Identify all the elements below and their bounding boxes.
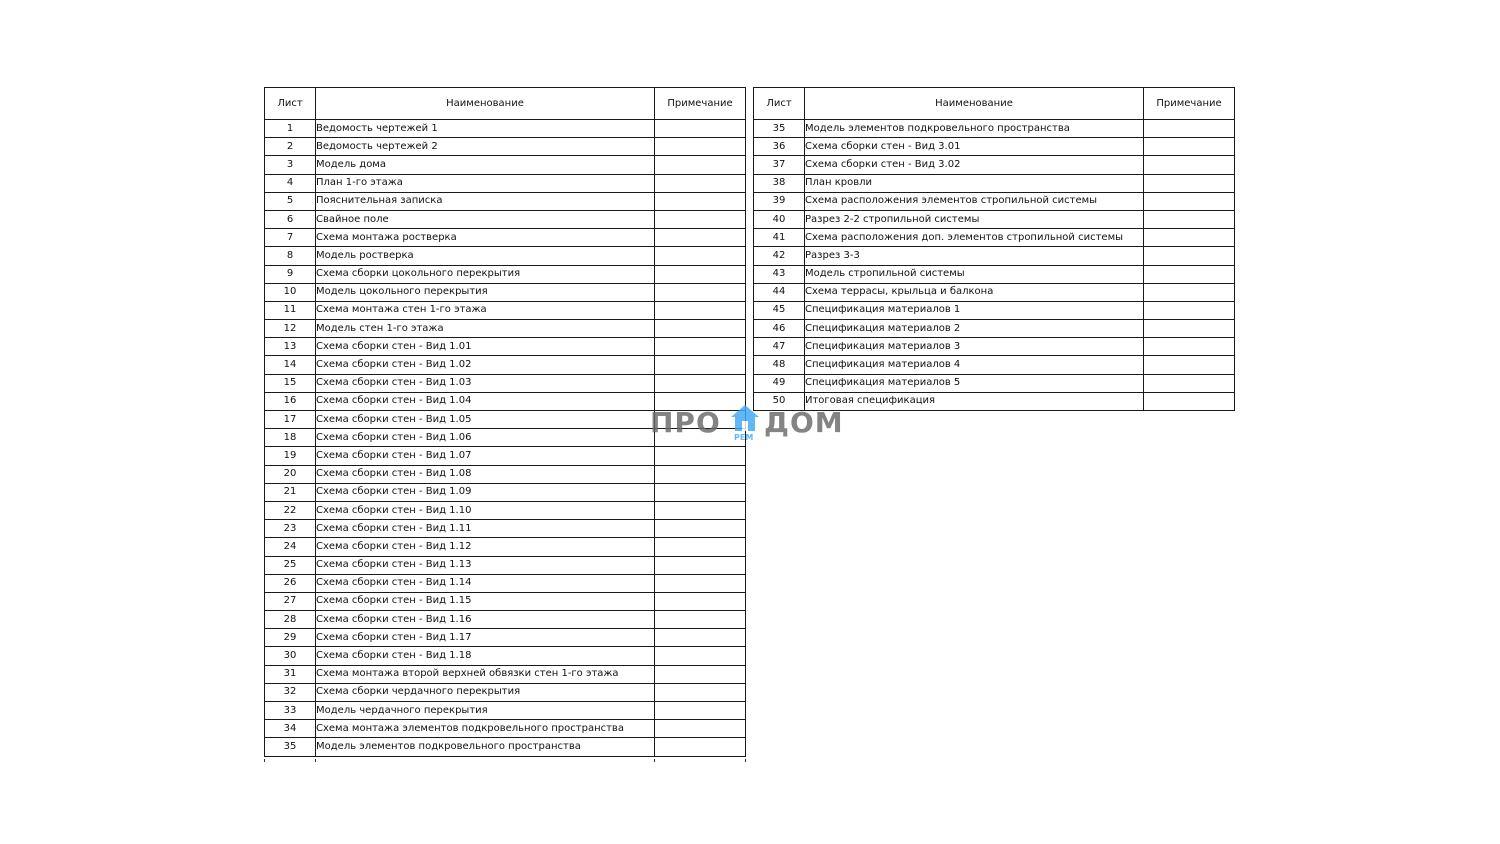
sheet-number: 26 (265, 574, 316, 592)
sheet-number: 9 (265, 265, 316, 283)
table-row (265, 283, 746, 301)
table-row (265, 374, 746, 392)
sheet-note (655, 210, 746, 228)
sheet-number: 49 (754, 374, 805, 392)
sheet-name: Модель чердачного перекрытия (316, 702, 655, 720)
sheet-number: 35 (754, 120, 805, 138)
sheet-note (655, 283, 746, 301)
sheet-name: Схема сборки цокольного перекрытия (316, 265, 655, 283)
sheet-note (1144, 374, 1235, 392)
sheet-number: 42 (754, 247, 805, 265)
house-icon (730, 404, 760, 432)
sheet-name: Схема расположения элементов стропильной системы (805, 192, 1144, 210)
sheet-note (655, 120, 746, 138)
sheet-number: 11 (265, 301, 316, 319)
sheet-number: 39 (754, 192, 805, 210)
sheet-number: 35 (265, 738, 316, 756)
sheet-name: Спецификация материалов 1 (805, 301, 1144, 319)
sheet-note (655, 720, 746, 738)
sheet-note (655, 156, 746, 174)
sheet-name: Спецификация материалов 4 (805, 356, 1144, 374)
table-row (754, 229, 1235, 247)
sheet-number: 10 (265, 283, 316, 301)
table-row (754, 174, 1235, 192)
table-row (265, 592, 746, 610)
watermark-logo (650, 404, 850, 444)
sheet-note (655, 447, 746, 465)
sheet-note (655, 738, 746, 756)
sheet-number: 33 (265, 702, 316, 720)
sheet-number: 30 (265, 647, 316, 665)
sheet-name: Спецификация материалов 5 (805, 374, 1144, 392)
sheet-name: Схема сборки стен - Вид 3.01 (805, 138, 1144, 156)
sheet-note (655, 501, 746, 519)
sheet-number: 7 (265, 229, 316, 247)
table-row (265, 683, 746, 701)
sheet-number: 22 (265, 501, 316, 519)
sheet-number: 37 (754, 156, 805, 174)
sheet-name: Схема монтажа второй верхней обвязки стен 1-го этажа (316, 665, 655, 683)
sheet-note (1144, 229, 1235, 247)
table-row (265, 301, 746, 319)
sheet-number: 27 (265, 592, 316, 610)
sheet-name: План кровли (805, 174, 1144, 192)
table-row (265, 465, 746, 483)
sheet-name: Схема монтажа ростверка (316, 229, 655, 247)
watermark-text-left: ПРО (650, 406, 721, 439)
table-row (265, 447, 746, 465)
table-row (754, 374, 1235, 392)
sheet-name: Модель стропильной системы (805, 265, 1144, 283)
table-header-row (265, 88, 746, 120)
sheet-number: 14 (265, 356, 316, 374)
sheet-note (1144, 156, 1235, 174)
sheet-name: Схема сборки стен - Вид 1.11 (316, 520, 655, 538)
sheet-note (1144, 265, 1235, 283)
sheet-name: Схема монтажа элементов подкровельного пространства (316, 720, 655, 738)
sheet-note (655, 520, 746, 538)
sheet-number: 36 (754, 138, 805, 156)
sheet-name: Схема сборки стен - Вид 1.18 (316, 647, 655, 665)
table-row (754, 120, 1235, 138)
sheet-number: 13 (265, 338, 316, 356)
table-row (265, 338, 746, 356)
sheet-name: Схема сборки стен - Вид 1.15 (316, 592, 655, 610)
table-row (265, 738, 746, 756)
sheet-number: 18 (265, 429, 316, 447)
sheet-number: 15 (265, 374, 316, 392)
sheet-number: 3 (265, 156, 316, 174)
sheet-number: 47 (754, 338, 805, 356)
sheet-name: Модель ростверка (316, 247, 655, 265)
sheet-name: Пояснительная записка (316, 192, 655, 210)
sheet-name: Разрез 2-2 стропильной системы (805, 210, 1144, 228)
sheet-number: 41 (754, 229, 805, 247)
table-row (265, 156, 746, 174)
sheet-note (1144, 320, 1235, 338)
sheet-name: Схема сборки стен - Вид 1.04 (316, 392, 655, 410)
sheet-name: Схема сборки чердачного перекрытия (316, 683, 655, 701)
sheet-number: 48 (754, 356, 805, 374)
table-row (265, 574, 746, 592)
header-note: Примечание (655, 88, 746, 120)
sheet-name: Схема сборки стен - Вид 3.02 (805, 156, 1144, 174)
sheet-note (1144, 356, 1235, 374)
sheet-name: Схема сборки стен - Вид 1.09 (316, 483, 655, 501)
sheet-name: Ведомость чертежей 1 (316, 120, 655, 138)
sheet-name: Схема сборки стен - Вид 1.07 (316, 447, 655, 465)
table-row (265, 356, 746, 374)
table-row (754, 156, 1235, 174)
table-row (754, 283, 1235, 301)
watermark-small-text: РЕМ (734, 433, 754, 442)
table-row (754, 338, 1235, 356)
table-row (265, 483, 746, 501)
table-row (265, 702, 746, 720)
sheet-name: Модель стен 1-го этажа (316, 320, 655, 338)
table-row (265, 247, 746, 265)
sheet-note (655, 138, 746, 156)
table-row (754, 356, 1235, 374)
table-row (754, 138, 1235, 156)
sheet-number: 43 (754, 265, 805, 283)
table-row (265, 665, 746, 683)
sheet-note (655, 320, 746, 338)
sheet-number: 32 (265, 683, 316, 701)
sheet-note (655, 574, 746, 592)
sheet-note (655, 683, 746, 701)
sheet-note (655, 483, 746, 501)
sheet-name: Схема сборки стен - Вид 1.17 (316, 629, 655, 647)
sheet-name: Схема сборки стен - Вид 1.02 (316, 356, 655, 374)
sheet-note (655, 265, 746, 283)
header-sheet: Лист (265, 88, 316, 120)
sheet-number: 4 (265, 174, 316, 192)
sheet-name: Ведомость чертежей 2 (316, 138, 655, 156)
sheet-note (655, 647, 746, 665)
sheet-name: Схема сборки стен - Вид 1.13 (316, 556, 655, 574)
sheet-name: Схема сборки стен - Вид 1.01 (316, 338, 655, 356)
sheet-note (1144, 174, 1235, 192)
sheet-name: Схема сборки стен - Вид 1.14 (316, 574, 655, 592)
table-row (265, 556, 746, 574)
sheet-number: 1 (265, 120, 316, 138)
sheet-number: 46 (754, 320, 805, 338)
table-row (265, 229, 746, 247)
sheet-number: 34 (265, 720, 316, 738)
table-row (265, 501, 746, 519)
sheet-note (1144, 283, 1235, 301)
sheet-number: 23 (265, 520, 316, 538)
sheet-note (655, 229, 746, 247)
sheet-note (655, 538, 746, 556)
sheet-note (655, 247, 746, 265)
sheet-note (655, 465, 746, 483)
sheet-note (655, 192, 746, 210)
table-body-right (754, 120, 1235, 411)
table-row (265, 120, 746, 138)
sheet-number: 25 (265, 556, 316, 574)
table-row (265, 611, 746, 629)
sheet-number: 44 (754, 283, 805, 301)
sheet-name: Спецификация материалов 2 (805, 320, 1144, 338)
table-row (265, 192, 746, 210)
sheet-note (655, 174, 746, 192)
sheet-number: 6 (265, 210, 316, 228)
sheet-name: Свайное поле (316, 210, 655, 228)
table-row (754, 210, 1235, 228)
table-row (265, 629, 746, 647)
drawing-list-table-right (753, 87, 1235, 411)
table-row (265, 520, 746, 538)
sheet-number: 5 (265, 192, 316, 210)
header-name: Наименование (805, 88, 1144, 120)
sheet-name: Схема сборки стен - Вид 1.06 (316, 429, 655, 447)
sheet-name: Схема сборки стен - Вид 1.12 (316, 538, 655, 556)
sheet-name: Схема сборки стен - Вид 1.03 (316, 374, 655, 392)
sheet-note (1144, 210, 1235, 228)
sheet-note (1144, 247, 1235, 265)
cutoff-row-edge (264, 759, 746, 760)
sheet-note (655, 629, 746, 647)
table-row (265, 265, 746, 283)
sheet-name: Спецификация материалов 3 (805, 338, 1144, 356)
table-row (265, 138, 746, 156)
sheet-note (1144, 338, 1235, 356)
table-row (754, 192, 1235, 210)
sheet-note (655, 702, 746, 720)
sheet-number: 21 (265, 483, 316, 501)
table-row (265, 538, 746, 556)
sheet-note (1144, 392, 1235, 410)
sheet-name: Итоговая спецификация (805, 392, 1144, 410)
sheet-number: 24 (265, 538, 316, 556)
sheet-name: Схема расположения доп. элементов стропильной системы (805, 229, 1144, 247)
sheet-note (655, 665, 746, 683)
sheet-name: Схема террасы, крыльца и балкона (805, 283, 1144, 301)
sheet-number: 19 (265, 447, 316, 465)
sheet-note (1144, 192, 1235, 210)
sheet-number: 2 (265, 138, 316, 156)
sheet-number: 16 (265, 392, 316, 410)
sheet-note (1144, 138, 1235, 156)
table-row (754, 320, 1235, 338)
header-sheet: Лист (754, 88, 805, 120)
table-row (265, 720, 746, 738)
sheet-number: 40 (754, 210, 805, 228)
sheet-name: Схема сборки стен - Вид 1.08 (316, 465, 655, 483)
sheet-number: 50 (754, 392, 805, 410)
sheet-name: Схема сборки стен - Вид 1.05 (316, 411, 655, 429)
table-row (265, 174, 746, 192)
sheet-note (655, 301, 746, 319)
sheet-name: Схема сборки стен - Вид 1.10 (316, 501, 655, 519)
sheet-number: 17 (265, 411, 316, 429)
sheet-note (655, 338, 746, 356)
sheet-number: 12 (265, 320, 316, 338)
table-row (754, 301, 1235, 319)
sheet-name: План 1-го этажа (316, 174, 655, 192)
sheet-note (1144, 301, 1235, 319)
sheet-name: Модель элементов подкровельного пространства (805, 120, 1144, 138)
sheet-name: Схема монтажа стен 1-го этажа (316, 301, 655, 319)
sheet-note (655, 556, 746, 574)
sheet-number: 45 (754, 301, 805, 319)
sheet-number: 8 (265, 247, 316, 265)
sheet-name: Схема сборки стен - Вид 1.16 (316, 611, 655, 629)
sheet-number: 29 (265, 629, 316, 647)
table-header-row (754, 88, 1235, 120)
header-note: Примечание (1144, 88, 1235, 120)
sheet-note (655, 356, 746, 374)
table-row (754, 247, 1235, 265)
sheet-name: Модель элементов подкровельного пространства (316, 738, 655, 756)
sheet-name: Модель цокольного перекрытия (316, 283, 655, 301)
sheet-name: Модель дома (316, 156, 655, 174)
table-row (265, 210, 746, 228)
sheet-note (655, 611, 746, 629)
sheet-number: 28 (265, 611, 316, 629)
table-row (265, 320, 746, 338)
sheet-note (655, 374, 746, 392)
sheet-note (1144, 120, 1235, 138)
sheet-number: 20 (265, 465, 316, 483)
sheet-number: 31 (265, 665, 316, 683)
sheet-note (655, 592, 746, 610)
table-row (265, 647, 746, 665)
sheet-number: 38 (754, 174, 805, 192)
table-row (754, 265, 1235, 283)
watermark-text-right: ДОМ (764, 406, 844, 439)
header-name: Наименование (316, 88, 655, 120)
sheet-name: Разрез 3-3 (805, 247, 1144, 265)
